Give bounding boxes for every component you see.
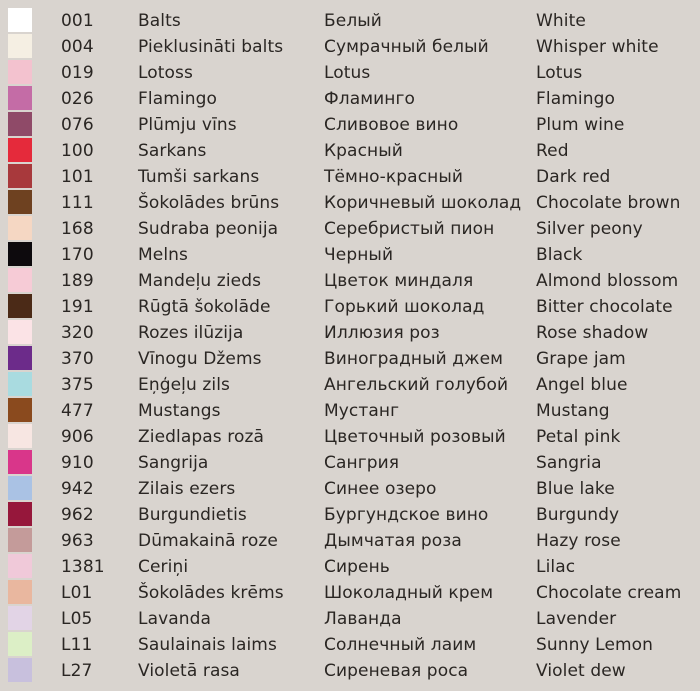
name-russian: Черный [324, 245, 394, 265]
name-latvian: Rozes ilūzija [138, 323, 244, 343]
name-russian: Ангельский голубой [324, 375, 509, 395]
name-english: Silver peony [536, 219, 643, 239]
table-row [0, 216, 700, 242]
color-code: L01 [61, 583, 93, 603]
color-code: 963 [61, 531, 94, 551]
table-row [0, 554, 700, 580]
color-swatch [8, 294, 32, 318]
color-swatch [8, 450, 32, 474]
name-russian: Горький шоколад [324, 297, 485, 317]
color-swatch [8, 34, 32, 58]
color-swatch [8, 216, 32, 240]
color-code: 168 [61, 219, 94, 239]
table-row [0, 372, 700, 398]
color-code: 962 [61, 505, 94, 525]
name-russian: Белый [324, 11, 382, 31]
name-english: Lotus [536, 63, 583, 83]
name-latvian: Pieklusināti balts [138, 37, 284, 57]
color-swatch [8, 476, 32, 500]
table-row [0, 164, 700, 190]
name-english: Grape jam [536, 349, 626, 369]
name-english: Whisper white [536, 37, 659, 57]
color-code: L11 [61, 635, 93, 655]
name-russian: Сирень [324, 557, 390, 577]
color-swatch [8, 372, 32, 396]
table-row [0, 242, 700, 268]
name-russian: Бургундское вино [324, 505, 489, 525]
name-russian: Виноградный джем [324, 349, 504, 369]
name-russian: Сумрачный белый [324, 37, 489, 57]
color-swatch [8, 112, 32, 136]
name-english: Violet dew [536, 661, 626, 681]
table-row [0, 502, 700, 528]
color-code: 076 [61, 115, 94, 135]
name-latvian: Violetā rasa [138, 661, 240, 681]
name-latvian: Sarkans [138, 141, 207, 161]
color-code: 019 [61, 63, 94, 83]
color-swatch [8, 242, 32, 266]
name-latvian: Plūmju vīns [138, 115, 237, 135]
color-swatch [8, 346, 32, 370]
name-english: Rose shadow [536, 323, 649, 343]
name-latvian: Šokolādes krēms [138, 583, 284, 603]
name-russian: Серебристый пион [324, 219, 495, 239]
table-row [0, 398, 700, 424]
name-latvian: Burgundietis [138, 505, 247, 525]
name-russian: Lotus [324, 63, 371, 83]
color-code: 320 [61, 323, 94, 343]
color-swatch [8, 424, 32, 448]
name-english: Red [536, 141, 569, 161]
table-row [0, 580, 700, 606]
name-russian: Красный [324, 141, 403, 161]
color-code: 004 [61, 37, 94, 57]
name-russian: Сиреневая роса [324, 661, 469, 681]
color-swatch [8, 606, 32, 630]
color-swatch [8, 658, 32, 682]
color-code: 906 [61, 427, 94, 447]
name-latvian: Mandeļu zieds [138, 271, 262, 291]
name-english: White [536, 11, 586, 31]
name-russian: Дымчатая роза [324, 531, 462, 551]
name-latvian: Sangrija [138, 453, 209, 473]
color-swatch [8, 8, 32, 32]
name-russian: Мустанг [324, 401, 400, 421]
color-swatch [8, 60, 32, 84]
name-latvian: Zilais ezers [138, 479, 236, 499]
table-row [0, 346, 700, 372]
table-row [0, 450, 700, 476]
table-row [0, 112, 700, 138]
name-latvian: Ceriņi [138, 557, 189, 577]
name-latvian: Eņģeļu zils [138, 375, 230, 395]
color-swatch [8, 398, 32, 422]
color-code: 191 [61, 297, 94, 317]
name-russian: Фламинго [324, 89, 416, 109]
color-code: 910 [61, 453, 94, 473]
name-russian: Шоколадный крем [324, 583, 494, 603]
name-english: Petal pink [536, 427, 621, 447]
table-row [0, 632, 700, 658]
color-swatch [8, 528, 32, 552]
name-latvian: Rūgtā šokolāde [138, 297, 271, 317]
name-russian: Лаванда [324, 609, 402, 629]
table-row [0, 8, 700, 34]
table-row [0, 268, 700, 294]
name-english: Blue lake [536, 479, 615, 499]
name-russian: Цветочный розовый [324, 427, 506, 447]
name-english: Black [536, 245, 583, 265]
name-russian: Иллюзия роз [324, 323, 440, 343]
table-row [0, 190, 700, 216]
name-latvian: Flamingo [138, 89, 217, 109]
name-latvian: Balts [138, 11, 181, 31]
color-swatch [8, 86, 32, 110]
name-english: Plum wine [536, 115, 625, 135]
name-english: Flamingo [536, 89, 615, 109]
color-swatch [8, 190, 32, 214]
color-swatch [8, 502, 32, 526]
table-row [0, 294, 700, 320]
name-latvian: Vīnogu Džems [138, 349, 262, 369]
name-english: Chocolate brown [536, 193, 681, 213]
name-latvian: Sudraba peonija [138, 219, 279, 239]
name-russian: Цветок миндаля [324, 271, 474, 291]
name-english: Sunny Lemon [536, 635, 654, 655]
color-code: 026 [61, 89, 94, 109]
table-row [0, 606, 700, 632]
name-english: Hazy rose [536, 531, 621, 551]
name-english: Lavender [536, 609, 617, 629]
name-russian: Синее озеро [324, 479, 437, 499]
color-swatch [8, 554, 32, 578]
color-swatch [8, 580, 32, 604]
name-latvian: Šokolādes brūns [138, 193, 280, 213]
color-code: 101 [61, 167, 94, 187]
table-row [0, 86, 700, 112]
color-code: 375 [61, 375, 94, 395]
name-latvian: Saulainais laims [138, 635, 277, 655]
color-code: 370 [61, 349, 94, 369]
color-code: L27 [61, 661, 93, 681]
table-row [0, 138, 700, 164]
table-row [0, 34, 700, 60]
name-english: Dark red [536, 167, 611, 187]
name-english: Chocolate cream [536, 583, 682, 603]
color-swatch [8, 164, 32, 188]
table-row [0, 60, 700, 86]
name-english: Bitter chocolate [536, 297, 673, 317]
name-russian: Коричневый шоколад [324, 193, 522, 213]
name-latvian: Melns [138, 245, 188, 265]
name-english: Mustang [536, 401, 610, 421]
color-code: 001 [61, 11, 94, 31]
name-english: Sangria [536, 453, 602, 473]
table-row [0, 424, 700, 450]
color-swatch [8, 268, 32, 292]
color-code: 1381 [61, 557, 105, 577]
color-code: 942 [61, 479, 94, 499]
name-english: Almond blossom [536, 271, 679, 291]
name-russian: Сангрия [324, 453, 400, 473]
name-latvian: Lavanda [138, 609, 212, 629]
color-code: 477 [61, 401, 94, 421]
name-latvian: Ziedlapas rozā [138, 427, 264, 447]
name-latvian: Dūmakainā roze [138, 531, 278, 551]
color-swatch [8, 320, 32, 344]
color-code: 100 [61, 141, 94, 161]
name-russian: Сливовое вино [324, 115, 459, 135]
name-latvian: Lotoss [138, 63, 193, 83]
name-latvian: Mustangs [138, 401, 221, 421]
table-row [0, 476, 700, 502]
name-english: Burgundy [536, 505, 620, 525]
name-latvian: Tumši sarkans [138, 167, 260, 187]
name-russian: Тёмно-красный [324, 167, 464, 187]
table-row [0, 528, 700, 554]
color-code: L05 [61, 609, 93, 629]
table-row [0, 658, 700, 684]
color-swatch [8, 138, 32, 162]
name-english: Lilac [536, 557, 576, 577]
table-row [0, 320, 700, 346]
color-swatch [8, 632, 32, 656]
color-code: 111 [61, 193, 94, 213]
name-russian: Солнечный лаим [324, 635, 477, 655]
color-code: 189 [61, 271, 94, 291]
name-english: Angel blue [536, 375, 628, 395]
color-code: 170 [61, 245, 94, 265]
